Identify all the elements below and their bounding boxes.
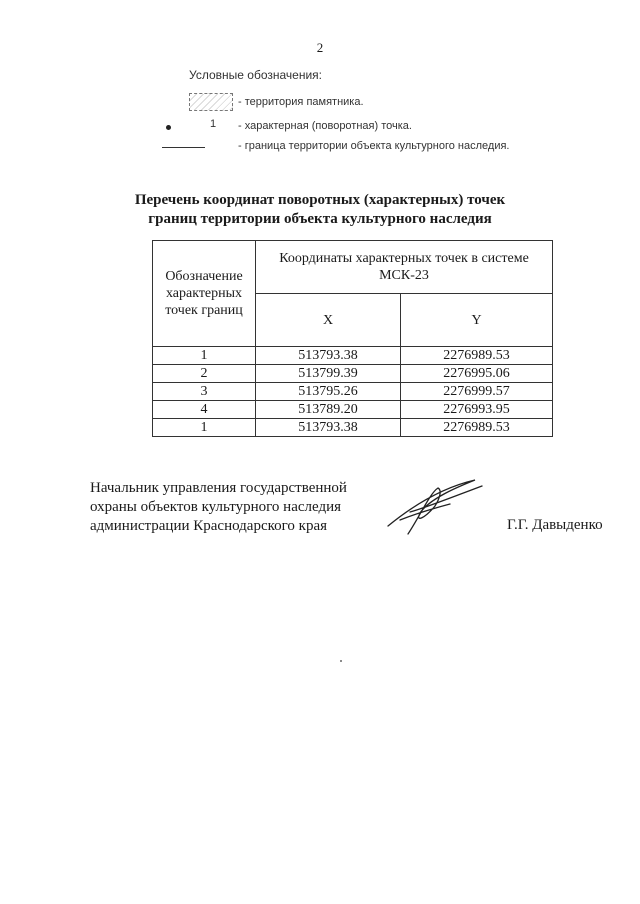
cell-y: 2276989.53 xyxy=(401,347,553,365)
table-row xyxy=(153,347,553,365)
header-designation: Обозначение характерных точек границ xyxy=(153,241,256,347)
cell-point: 4 xyxy=(153,401,256,419)
signer-name: Г.Г. Давыденко xyxy=(507,517,603,533)
boundary-line-symbol xyxy=(162,147,205,148)
table-row xyxy=(153,401,553,419)
title-line-1: Перечень координат поворотных (характерных) точек xyxy=(134,192,506,208)
cell-x: 513793.38 xyxy=(256,419,401,437)
signer-position-line-3: администрации Краснодарского края xyxy=(90,518,328,534)
territory-hatch-symbol xyxy=(189,93,233,111)
legend-point-label: - характерная (поворотная) точка. xyxy=(238,120,412,132)
cell-point: 2 xyxy=(153,365,256,383)
title-line-2: границ территории объекта культурного наследия xyxy=(148,211,492,227)
page-number: 2 xyxy=(316,40,324,55)
signer-position-line-1: Начальник управления государственной xyxy=(90,480,347,496)
cell-x: 513793.38 xyxy=(256,347,401,365)
point-marker-icon xyxy=(166,125,171,130)
cell-x: 513789.20 xyxy=(256,401,401,419)
stray-mark xyxy=(340,660,342,662)
cell-y: 2276999.57 xyxy=(401,383,553,401)
table-row xyxy=(153,383,553,401)
cell-point: 1 xyxy=(153,347,256,365)
cell-x: 513795.26 xyxy=(256,383,401,401)
handwritten-signature xyxy=(380,468,490,538)
table-row xyxy=(153,419,553,437)
legend-boundary-label: - граница территории объекта культурного наследия. xyxy=(238,140,510,152)
cell-x: 513799.39 xyxy=(256,365,401,383)
cell-point: 1 xyxy=(153,419,256,437)
cell-point: 3 xyxy=(153,383,256,401)
document-title xyxy=(100,191,540,229)
table-row xyxy=(153,365,553,383)
legend xyxy=(0,0,640,160)
cell-y: 2276989.53 xyxy=(401,419,553,437)
signer-position xyxy=(90,479,390,536)
header-y: Y xyxy=(401,294,553,347)
coordinates-table xyxy=(152,240,553,437)
signer-position-line-2: охраны объектов культурного наследия xyxy=(90,499,342,515)
cell-y: 2276995.06 xyxy=(401,365,553,383)
header-x: X xyxy=(256,294,401,347)
legend-point-number: 1 xyxy=(210,118,217,130)
cell-y: 2276993.95 xyxy=(401,401,553,419)
legend-heading: Условные обозначения: xyxy=(189,68,322,82)
header-coordinates: Координаты характерных точек в системе МСК-23 xyxy=(256,241,553,294)
legend-territory-label: - территория памятника. xyxy=(238,96,364,108)
